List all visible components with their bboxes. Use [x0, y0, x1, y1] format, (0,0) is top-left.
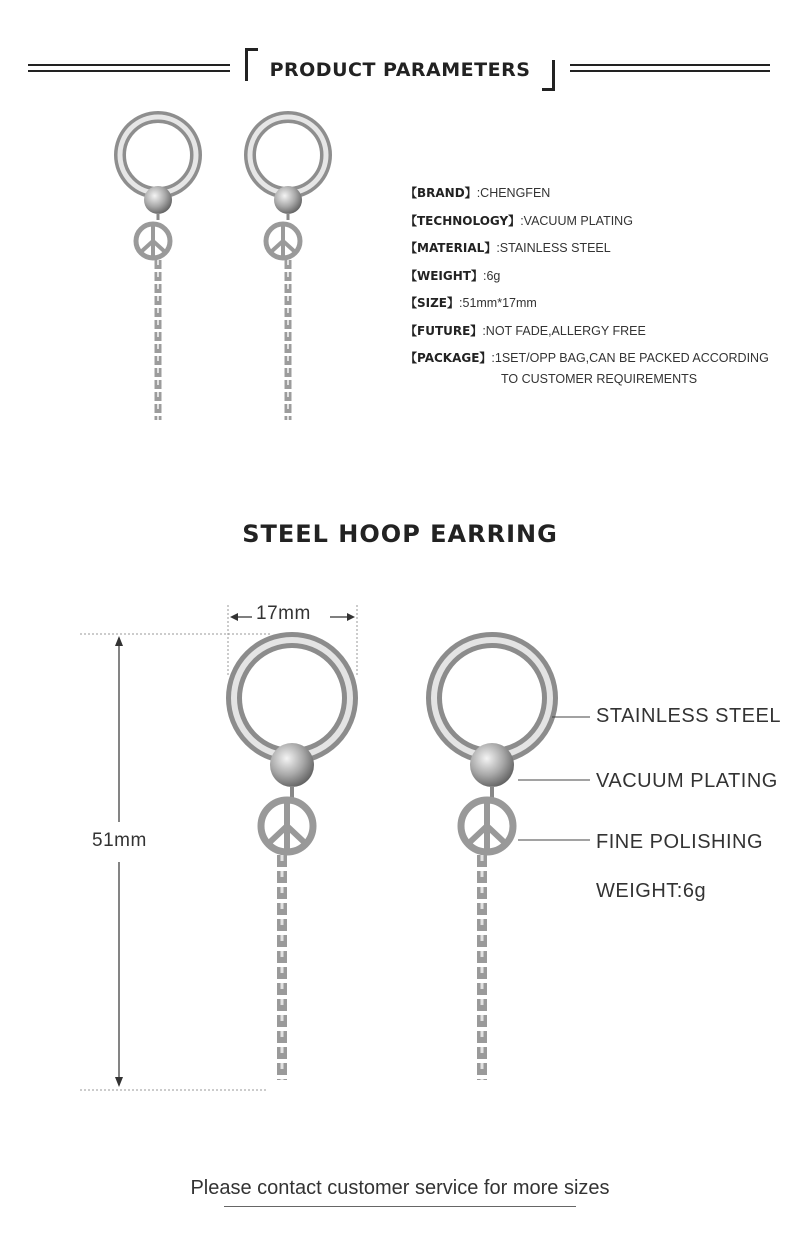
param-key: 【TECHNOLOGY】 [405, 213, 521, 228]
earring-small-left [120, 117, 196, 465]
param-value: :6g [482, 268, 501, 283]
callout-material: STAINLESS STEEL [596, 705, 781, 727]
width-dimension-label: 17mm [256, 603, 311, 624]
param-size [405, 290, 795, 318]
param-value: :1SET/OPP BAG,CAN BE PACKED ACCORDING [491, 351, 769, 365]
param-value: :NOT FADE,ALLERGY FREE [482, 323, 646, 338]
earring-small-right [250, 117, 326, 465]
param-value: :STAINLESS STEEL [496, 241, 611, 255]
param-key: 【PACKAGE】 [405, 351, 492, 365]
param-weight [405, 263, 795, 291]
param-key: 【SIZE】 [405, 296, 460, 310]
height-dimension-label: 51mm [92, 830, 147, 851]
param-package-continuation: TO CUSTOMER REQUIREMENTS [501, 371, 698, 386]
earring-dimension-diagram [0, 590, 800, 1150]
callout-technology: VACUUM PLATING [596, 770, 778, 792]
param-technology [405, 208, 795, 236]
header-rule-right [570, 64, 770, 72]
section-title: STEEL HOOP EARRING [242, 520, 558, 548]
footer-underline [224, 1206, 576, 1207]
param-material [405, 235, 795, 263]
param-value: :CHENGFEN [476, 186, 551, 200]
param-key: 【WEIGHT】 [405, 268, 483, 283]
parameters-list [405, 180, 795, 389]
param-brand [405, 180, 795, 208]
param-value: :51mm*17mm [459, 296, 537, 310]
param-key: 【FUTURE】 [405, 323, 483, 338]
page-title: PRODUCT PARAMETERS [269, 59, 531, 81]
param-value: :VACUUM PLATING [520, 213, 633, 228]
param-key: 【BRAND】 [405, 186, 477, 200]
callout-weight: WEIGHT:6g [596, 880, 707, 902]
header-rule-left [28, 64, 230, 72]
param-future [405, 318, 795, 346]
earring-large-left [234, 640, 350, 1138]
earring-large-right [434, 640, 550, 1138]
footer-note: Please contact customer service for more sizes [190, 1177, 610, 1199]
param-key: 【MATERIAL】 [405, 241, 497, 255]
callout-finish: FINE POLISHING [596, 831, 764, 853]
earring-pair-small-image [100, 105, 360, 485]
